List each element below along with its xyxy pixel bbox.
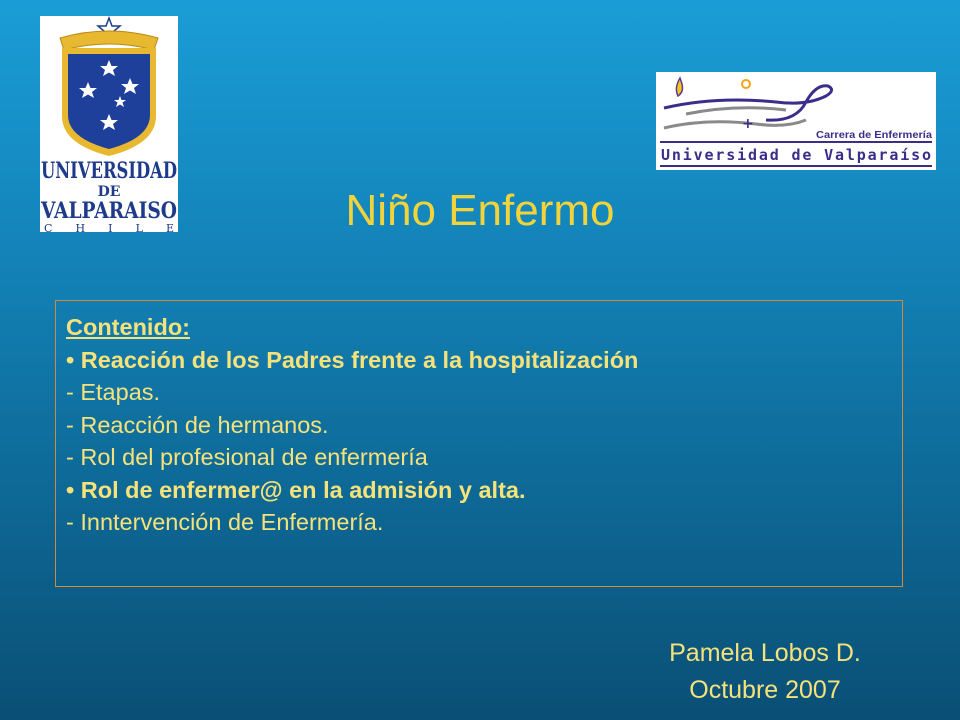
nursing-logo-icon xyxy=(656,72,936,170)
svg-text:DE: DE xyxy=(97,184,121,200)
author-name: Pamela Lobos D. xyxy=(669,639,861,667)
content-box xyxy=(55,300,903,587)
svg-text:UNIVERSIDAD: UNIVERSIDAD xyxy=(41,158,177,184)
content-item-4: - Inntervención de Enfermería. xyxy=(66,509,384,535)
svg-text:C H I L E: C H I L E xyxy=(44,222,174,235)
content-subitem-1: - Etapas. xyxy=(66,379,161,405)
svg-text:VALPARAISO: VALPARAISO xyxy=(40,198,177,224)
content-bullet-1: • Reacción de los Padres frente a la hospitalización xyxy=(66,346,639,373)
svg-text:Carrera de Enfermería: Carrera de Enfermería xyxy=(816,130,933,141)
svg-text:Universidad de Valparaíso: Universidad de Valparaíso xyxy=(661,146,931,164)
content-bullet-2: • Rol de enfermer@ en la admisión y alta. xyxy=(66,476,526,503)
content-subitem-2: - Reacción de hermanos. xyxy=(66,411,329,438)
author-date: Octubre 2007 xyxy=(689,676,841,704)
author-block xyxy=(600,635,930,709)
nursing-career-logo xyxy=(656,72,936,170)
content-subitem-3: - Rol del profesional de enfermería xyxy=(66,444,428,470)
slide-title: Niño Enfermo xyxy=(345,186,615,235)
content-heading: Contenido: xyxy=(66,314,190,340)
svg-text:+: + xyxy=(742,116,754,132)
